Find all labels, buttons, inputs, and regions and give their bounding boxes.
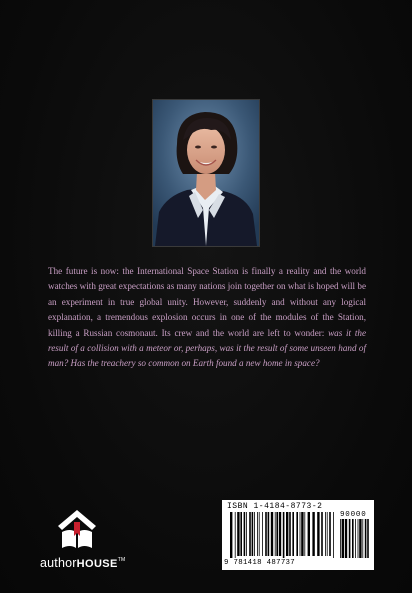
blurb-italic-text: was it the result of a collision with a meteor or, perhaps, was it the result of some unseen hand of man? Has the treachery so common on Earth found a new home in space?	[48, 327, 366, 369]
barcode-bar	[271, 512, 273, 556]
publisher-name-author: author	[40, 556, 77, 570]
barcode-bar	[275, 512, 276, 556]
publisher-logo	[40, 506, 150, 576]
barcode-bar	[237, 512, 239, 556]
addon-barcode-bars	[340, 519, 370, 558]
barcode-bar	[252, 512, 254, 556]
barcode-bar	[259, 512, 260, 556]
barcode-bar	[304, 512, 305, 556]
back-cover-blurb	[48, 264, 366, 372]
barcode-bar	[355, 519, 356, 558]
barcode-bar	[254, 512, 255, 556]
barcode-bar	[345, 519, 347, 558]
publisher-name	[40, 556, 125, 570]
barcode-bar	[300, 512, 301, 556]
barcode-bar	[244, 512, 246, 556]
barcode-bar	[246, 512, 247, 556]
isbn-text: ISBN 1-4184-8773-2	[227, 502, 323, 511]
barcode-bar	[367, 519, 369, 558]
barcode-bar	[235, 512, 236, 558]
barcode-bar	[365, 519, 367, 558]
barcode-bar	[230, 512, 232, 558]
barcode-bar	[286, 512, 288, 556]
barcode-bar	[329, 512, 331, 556]
barcode-bar	[292, 512, 294, 556]
barcode-bar	[276, 512, 278, 556]
barcode-bar	[362, 519, 363, 558]
barcode-bar	[321, 512, 323, 556]
barcode-bar	[349, 519, 351, 558]
barcode-bar	[359, 519, 361, 558]
barcode-bar	[325, 512, 326, 556]
barcode-bar	[317, 512, 319, 556]
barcode-bar	[358, 519, 359, 558]
ean-digits: 9 781418 487737	[224, 559, 296, 567]
barcode-bar	[296, 512, 298, 556]
barcode-bar	[308, 512, 310, 556]
barcode-bar	[340, 519, 341, 558]
barcode-bar	[289, 512, 291, 556]
isbn-barcode	[222, 500, 374, 570]
barcode-bar	[333, 512, 334, 558]
price-addon-digits: 90000	[340, 511, 367, 519]
barcode-bar	[283, 512, 285, 558]
barcode-bar	[342, 519, 344, 558]
barcode-bar	[268, 512, 270, 556]
barcode-bar	[327, 512, 328, 556]
publisher-name-house: HOUSE	[76, 558, 118, 570]
blurb-text: The future is now: the International Space Station is finally a reality and the world watches with great expectations as many nations join together on what is hoped will be an experiment in true global unity. However, suddenly and without any logical explanation, a tremendous explosion occurs in one of the modules of the Station, killing a Russian cosmonaut. Its crew and the world are left to wonder:	[48, 266, 366, 338]
ean-barcode-bars	[230, 512, 336, 558]
barcode-bar	[257, 512, 258, 556]
trademark-symbol: TM	[117, 557, 126, 563]
barcode-bar	[312, 512, 314, 556]
author-photo	[152, 99, 260, 247]
barcode-bar	[249, 512, 251, 556]
barcode-bar	[301, 512, 303, 556]
barcode-bar	[352, 519, 354, 558]
barcode-bar	[279, 512, 281, 556]
barcode-bar	[240, 512, 242, 556]
barcode-bar	[265, 512, 267, 556]
author-portrait-image	[153, 100, 259, 246]
barcode-bar	[262, 512, 263, 556]
house-book-icon	[54, 506, 100, 552]
